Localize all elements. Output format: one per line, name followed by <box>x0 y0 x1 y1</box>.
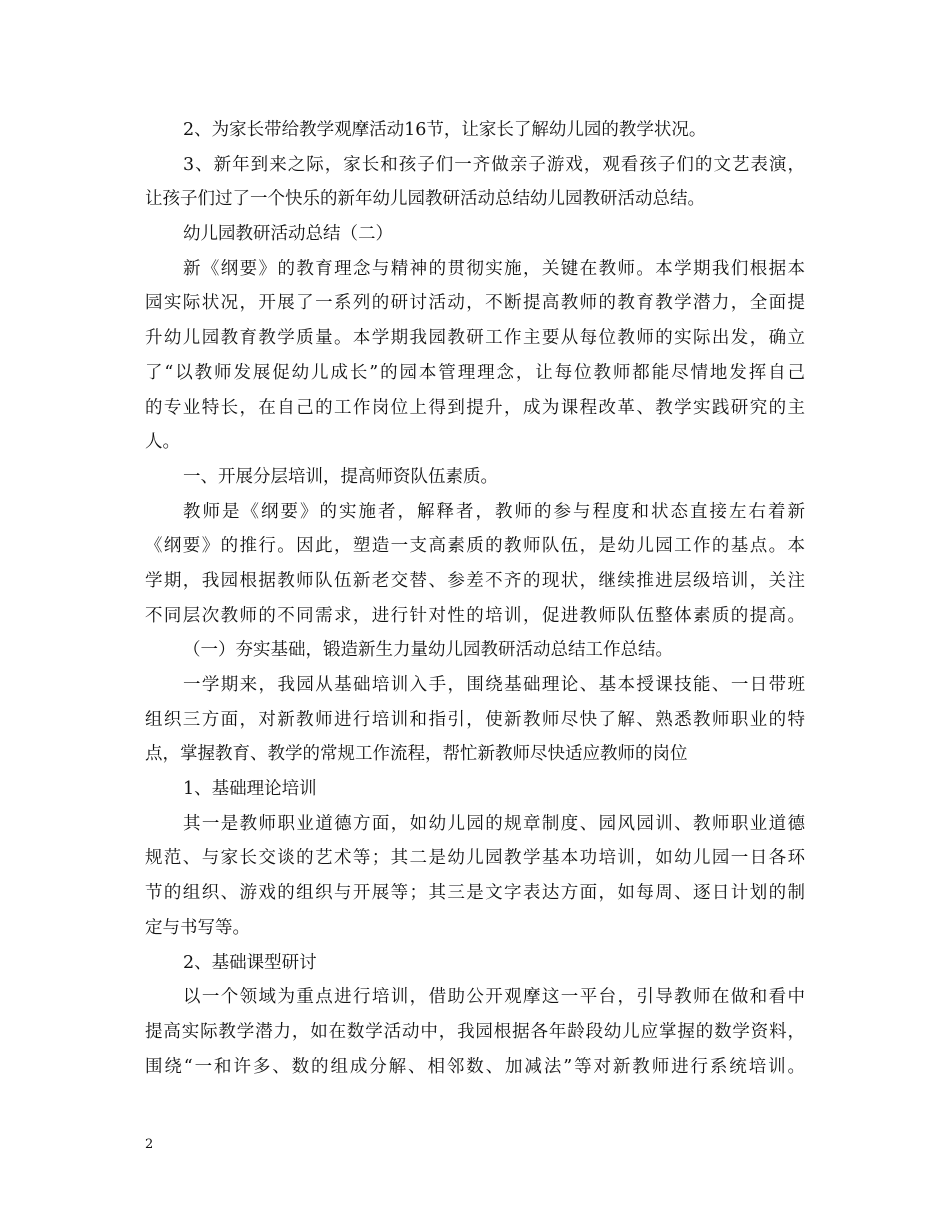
paragraph-line: 点，掌握教育、教学的常规工作流程，帮忙新教师尽快适应教师的岗位 <box>145 744 688 765</box>
paragraph-line: 学期，我园根据教师队伍新老交替、参差不齐的现状，继续推进层级培训，关注 <box>145 570 805 591</box>
section-heading: 1、基础理论培训 <box>183 779 317 800</box>
paragraph-line: 其一是教师职业道德方面，如幼儿园的规章制度、园风园训、教师职业道德 <box>183 813 805 834</box>
paragraph-line: 节的组织、游戏的组织与开展等；其三是文字表达方面，如每周、逐日计划的制 <box>145 883 805 904</box>
paragraph-line: 不同层次教师的不同需求，进行针对性的培训，促进教师队伍整体素质的提高。 <box>145 605 805 626</box>
paragraph-line: 一学期来，我园从基础培训入手，围绕基础理论、基本授课技能、一日带班 <box>183 675 805 695</box>
paragraph-line: 提高实际教学潜力，如在数学活动中，我园根据各年龄段幼儿应掌握的数学资料， <box>145 1021 805 1042</box>
paragraph-line: 定与书写等。 <box>145 917 250 938</box>
paragraph-line: 园实际状况，开展了一系列的研讨活动，不断提高教师的教育教学潜力，全面提 <box>145 293 805 314</box>
paragraph-line: 让孩子们过了一个快乐的新年幼儿园教研活动总结幼儿园教研活动总结。 <box>145 189 705 210</box>
paragraph-line: 了“以教师发展促幼儿成长”的园本管理理念，让每位教师都能尽情地发挥自己 <box>145 362 805 383</box>
paragraph-line: 人。 <box>145 432 180 453</box>
paragraph-line: 《纲要》的推行。因此，塑造一支高素质的教师队伍，是幼儿园工作的基点。本 <box>145 536 805 557</box>
section-heading: （一）夯实基础，锻造新生力量幼儿园教研活动总结工作总结。 <box>183 640 673 661</box>
section-heading: 一、开展分层培训，提高师资队伍素质。 <box>183 466 498 487</box>
paragraph-line: 2、为家长带给教学观摩活动16节，让家长了解幼儿园的教学状况。 <box>183 120 707 140</box>
page-number: 2 <box>145 1137 154 1152</box>
paragraph-line: 组织三方面，对新教师进行培训和指引，使新教师尽快了解、熟悉教师职业的特 <box>145 709 805 730</box>
paragraph-line: 新《纲要》的教育理念与精神的贯彻实施，关键在教师。本学期我们根据本 <box>183 258 805 279</box>
paragraph-line: 升幼儿园教育教学质量。本学期我园教研工作主要从每位教师的实际出发，确立 <box>145 328 805 349</box>
paragraph-line: 教师是《纲要》的实施者，解释者，教师的参与程度和状态直接左右着新 <box>183 501 805 522</box>
paragraph-line: 围绕“一和许多、数的组成分解、相邻数、加减法”等对新教师进行系统培训。 <box>145 1056 805 1077</box>
document-body <box>145 113 805 1084</box>
paragraph-line: 的专业特长，在自己的工作岗位上得到提升，成为课程改革、教学实践研究的主 <box>145 397 805 418</box>
paragraph-line: 以一个领域为重点进行培训，借助公开观摩这一平台，引导教师在做和看中 <box>183 987 805 1008</box>
section-heading: 幼儿园教研活动总结（二） <box>183 224 393 245</box>
paragraph-line: 规范、与家长交谈的艺术等；其二是幼儿园教学基本功培训，如幼儿园一日各环 <box>145 848 805 869</box>
section-heading: 2、基础课型研讨 <box>183 952 317 973</box>
paragraph-line: 3、新年到来之际，家长和孩子们一齐做亲子游戏，观看孩子们的文艺表演， <box>183 154 805 175</box>
